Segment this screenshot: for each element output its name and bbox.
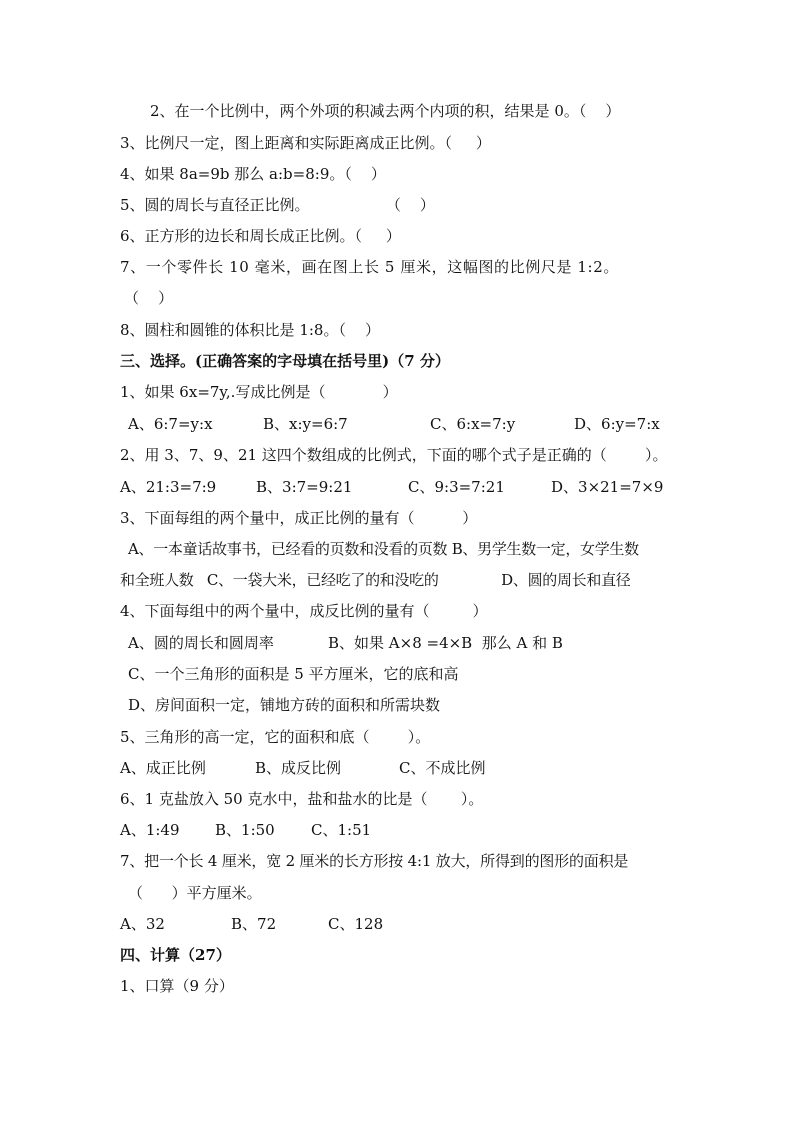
judge-q3: 3、比例尺一定，图上距离和实际距离成正比例。（ ） [120, 134, 491, 152]
s3-q4-opt-d: D、房间面积一定，铺地方砖的面积和所需块数 [128, 696, 441, 714]
s3-q1: 1、如果 6x=7y,.写成比例是（ ） [120, 383, 398, 401]
section4-sub1: 1、口算（9 分） [120, 977, 234, 995]
s3-q1-opt-b: B、x:y=6:7 [263, 415, 348, 433]
judge-q8: 8、圆柱和圆锥的体积比是 1:8。（ ） [120, 321, 381, 339]
section4-title: 四、计算（27） [120, 946, 231, 964]
s3-q4: 4、下面每组中的两个量中，成反比例的量有（ ） [120, 602, 488, 620]
s3-q7-opt-b: B、72 [231, 915, 277, 933]
s3-q4-opt-a: A、圆的周长和圆周率 [128, 634, 274, 652]
judge-q4: 4、如果 8a=9b 那么 a:b=8:9。（ ） [120, 165, 386, 183]
s3-q1-opt-d: D、6:y=7:x [574, 415, 660, 433]
s3-q7-opt-a: A、32 [120, 915, 165, 933]
s3-q6: 6、1 克盐放入 50 克水中，盐和盐水的比是（ ）。 [120, 790, 484, 808]
s3-q1-opt-c: C、6:x=7:y [430, 415, 516, 433]
judge-q5: 5、圆的周长与直径正比例。 （ ） [120, 196, 435, 214]
s3-q5: 5、三角形的高一定，它的面积和底（ ）。 [120, 728, 431, 746]
s3-q4-opt-b: B、如果 A×8 =4×B 那么 A 和 B [328, 634, 563, 652]
s3-q1-opt-a: A、6:7=y:x [128, 415, 213, 433]
s3-q7-opt-c: C、128 [328, 915, 384, 933]
s3-q2-opt-b: B、3:7=9:21 [256, 478, 353, 496]
judge-q2: 2、在一个比例中，两个外项的积减去两个内项的积，结果是 0。（ ） [150, 102, 621, 120]
judge-q7-paren: （ ） [124, 289, 174, 307]
s3-q2-opt-d: D、3×21=7×9 [551, 478, 664, 496]
s3-q3-line2: 和全班人数 C、一袋大米，已经吃了的和没吃的 D、圆的周长和直径 [120, 571, 631, 589]
s3-q5-opt-c: C、不成比例 [399, 759, 486, 777]
section3-title: 三、选择。(正确答案的字母填在括号里)（7 分） [120, 352, 450, 370]
s3-q7-line2: （ ）平方厘米。 [128, 884, 262, 902]
judge-q7: 7、一个零件长 10 毫米，画在图上长 5 厘米，这幅图的比例尺是 1:2。 [120, 258, 619, 276]
s3-q3: 3、下面每组的两个量中，成正比例的量有（ ） [120, 509, 478, 527]
s3-q6-opt-b: B、1:50 [215, 821, 275, 839]
s3-q6-opt-c: C、1:51 [311, 821, 372, 839]
s3-q2: 2、用 3、7、9、21 这四个数组成的比例式，下面的哪个式子是正确的（ ）。 [120, 446, 668, 464]
s3-q2-opt-c: C、9:3=7:21 [408, 478, 505, 496]
s3-q4-opt-c: C、一个三角形的面积是 5 平方厘米，它的底和高 [128, 665, 459, 683]
s3-q6-opt-a: A、1:49 [120, 821, 180, 839]
s3-q5-opt-b: B、成反比例 [255, 759, 342, 777]
s3-q2-opt-a: A、21:3=7:9 [120, 478, 217, 496]
s3-q7: 7、把一个长 4 厘米，宽 2 厘米的长方形按 4:1 放大，所得到的图形的面积是 [120, 852, 629, 870]
s3-q3-line1: A、一本童话故事书，已经看的页数和没看的页数 B、男学生数一定，女学生数 [128, 540, 639, 558]
judge-q6: 6、正方形的边长和周长成正比例。（ ） [120, 227, 401, 245]
s3-q5-opt-a: A、成正比例 [120, 759, 206, 777]
